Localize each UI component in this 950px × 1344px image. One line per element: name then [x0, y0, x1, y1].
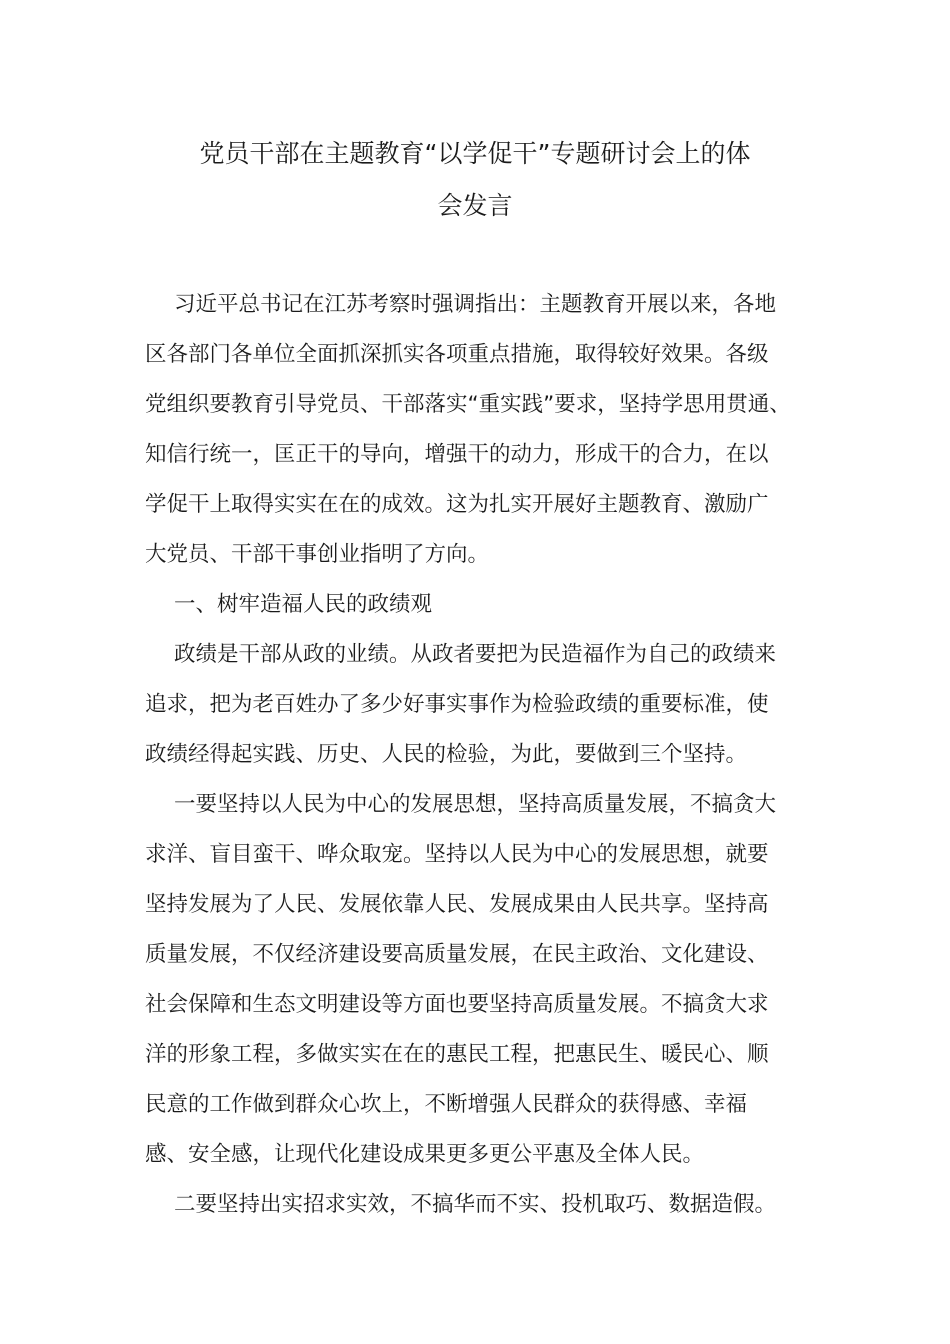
- text-line: 追求，把为老百姓办了多少好事实事作为检验政绩的重要标准，使: [145, 692, 769, 717]
- text-line: 坚持发展为了人民、发展依靠人民、发展成果由人民共享。坚持高: [145, 892, 769, 917]
- text-line: 学促干上取得实实在在的成效。这为扎实开展好主题教育、激励广: [145, 492, 769, 517]
- text-line: 政绩是干部从政的业绩。从政者要把为民造福作为自己的政绩来: [174, 642, 777, 667]
- paragraph: [145, 780, 807, 1180]
- text-line: 大党员、干部干事创业指明了方向。: [145, 542, 490, 567]
- document-body: [145, 280, 807, 1230]
- text-line: 习近平总书记在江苏考察时强调指出：主题教育开展以来，各地: [174, 292, 777, 317]
- text-line: 政绩经得起实践、历史、人民的检验，为此，要做到三个坚持。: [145, 742, 748, 767]
- text-line: 区各部门各单位全面抓深抓实各项重点措施，取得较好效果。各级: [145, 342, 769, 367]
- paragraph-intro: [145, 280, 807, 580]
- paragraph: [145, 1180, 807, 1230]
- text-line: 感、安全感，让现代化建设成果更多更公平惠及全体人民。: [145, 1142, 705, 1167]
- text-line: 洋的形象工程，多做实实在在的惠民工程，把惠民生、暖民心、顺: [145, 1042, 769, 1067]
- paragraph: [145, 630, 807, 780]
- document-title: [145, 128, 805, 232]
- section-heading: [145, 580, 807, 630]
- title-line-2: 会发言: [437, 191, 513, 220]
- text-line: 社会保障和生态文明建设等方面也要坚持高质量发展。不搞贪大求: [145, 992, 769, 1017]
- text-line: 质量发展，不仅经济建设要高质量发展，在民主政治、文化建设、: [145, 942, 769, 967]
- text-line: 二要坚持出实招求实效，不搞华而不实、投机取巧、数据造假。: [174, 1192, 777, 1217]
- text-line: 一要坚持以人民为中心的发展思想，坚持高质量发展，不搞贪大: [174, 792, 777, 817]
- text-line: 一、树牢造福人民的政绩观: [174, 592, 433, 617]
- text-line: 求洋、盲目蛮干、哗众取宠。坚持以人民为中心的发展思想，就要: [145, 842, 769, 867]
- text-line: 民意的工作做到群众心坎上，不断增强人民群众的获得感、幸福: [145, 1092, 748, 1117]
- text-line: 知信行统一，匡正干的导向，增强干的动力，形成干的合力，在以: [145, 442, 769, 467]
- title-line-1: 党员干部在主题教育“以学促干”专题研讨会上的体: [199, 139, 751, 168]
- text-line: 党组织要教育引导党员、干部落实“重实践”要求，坚持学思用贯通、: [145, 392, 791, 417]
